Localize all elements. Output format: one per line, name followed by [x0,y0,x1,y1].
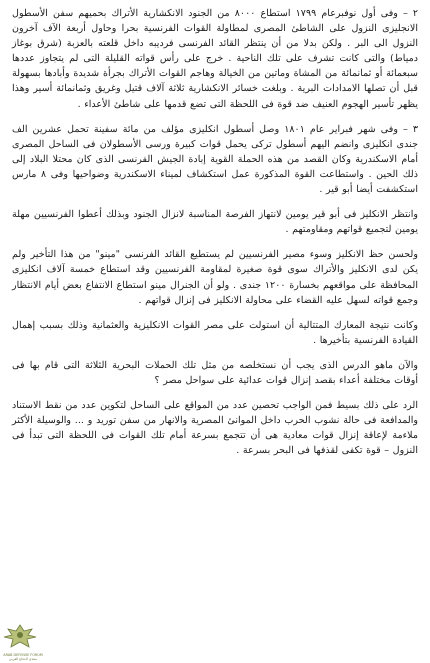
eagle-icon [2,621,38,655]
watermark-caption: ARAB DEFENSE FORUM منتدى الدفاع العربي [3,653,43,661]
paragraph-3: ٣ – وفى شهر فبراير عام ١٨٠١ وصل أسطول انكليزى مؤلف من مائة سفينة تحمل عشرين الف جندى انكليزى وانضم اليهم أسطول تركى يحمل قوات كبيرة ورسى الأسطولان فى الساحل المصرى أمام الاسكندرية وكان القصد من هذه الحملة القوية إبادة الجيش الفرنسى الذى كان محتلا البلاد إلى ذلك الحين . واستطاعت القوة المذكورة عمل استكشاف لميناء الاسكندرية وضواحيها وفى ٨ مارس استكشفت أيضا أبو قير . [12,123,418,196]
paragraph-answer: الرد على ذلك بسيط فمن الواجب تحصين عدد من المواقع على الساحل لتكوين عدد من نقط الاستناد والمدافعة فى حالة نشوب الحرب داخل الموانئ المصرية والانهار من سفن توريد و ... والوسيلة الأكثر ملاءمة لإعاقة إنزال قوات معادية هى أن تتجمع بسرعة أمام تلك القوات فى اللحظة التى تبدأ فى النزول – قوة تكفى لقذفها فى البحر بسرعة . [12,400,418,457]
paragraph-2: ٢ – وفى أول نوفبرعام ١٧٩٩ استطاع ٨٠٠٠ من الجنود الانكشارية الأتراك بحميهم سفن الأسطول الانجليزى النزول على الشاطئ المصرى لمطاولة القوات الفرنسية بحرا وحاول أربعة الآف آخرون النزول الى البر . ولكن بدلا من أن ينتظر القائد الفرنسى فرديبه داخل قلعته بالعزبة (شرق بوغاز دمياط) والتى كانت تشرف على تلك الناحية . خرج على رأس قواته القليلة التى لم يتجاوز عددها سبعمائة أو ثمانمائة من المشاة وماتين من الخيالة وهاجم القوات الأتراك بجرأة شديدة وأبادها بسهولة قبل أن تصلها الامدادات البرية . وبلغت خسائر الانكشارية ثلاثة آلاف قتيل وغريق وثمانمائة أسير وهذا يظهر تأسير الهجوم العنيف ضد قوة فى اللحظة التى تضع قدمها على شاطئ الأعداء . [12,8,418,110]
paragraph-lesson-question: والآن ماهو الدرس الذى يجب أن نستخلصه من مثل تلك الحملات البحرية الثلاثة التى قام بها فى أوقات مختلفة أعداء بقصد إنزال قوات عدائية على سواحل مصر ؟ [12,359,418,386]
document-page [12,6,418,657]
paragraph-menou: ولحسن حظ الانكليز وسوء مصير الفرنسيين لم يستطيع القائد الفرنسى "مينو" من هذا التأخير ولم يكن لدى الانكليز والأتراك سوى قوة صغيرة لمقاومة الفرنسيين وقد استطاع خمسة آلاف انكليزى المحافظة على مواقعهم بخسارة ١٢٠٠ جندى . ولو أن الجنرال مينو استطاع الانتفاع بعض أيام الانتظار وجمع قواته لسهل عليه القضاء على محاولة الانكليز فى إنزال قواتهم . [12,249,418,306]
paragraph-landing-delay: وانتظر الانكليز فى أبو قير يومين لانتهاز الفرصة المناسبة لانزال الجنود وبذلك أعطوا الفرنسيين مهلة يومين لتجميع قواتهم ومقاومتهم . [12,209,418,236]
forum-watermark-logo [2,621,43,661]
paragraph-result: وكانت نتيجة المعارك المتتالية أن استولت على مصر القوات الانكليزية والعثمانية وذلك بسبب إهمال القيادة الفرنسية بتأخيرها . [12,319,418,346]
